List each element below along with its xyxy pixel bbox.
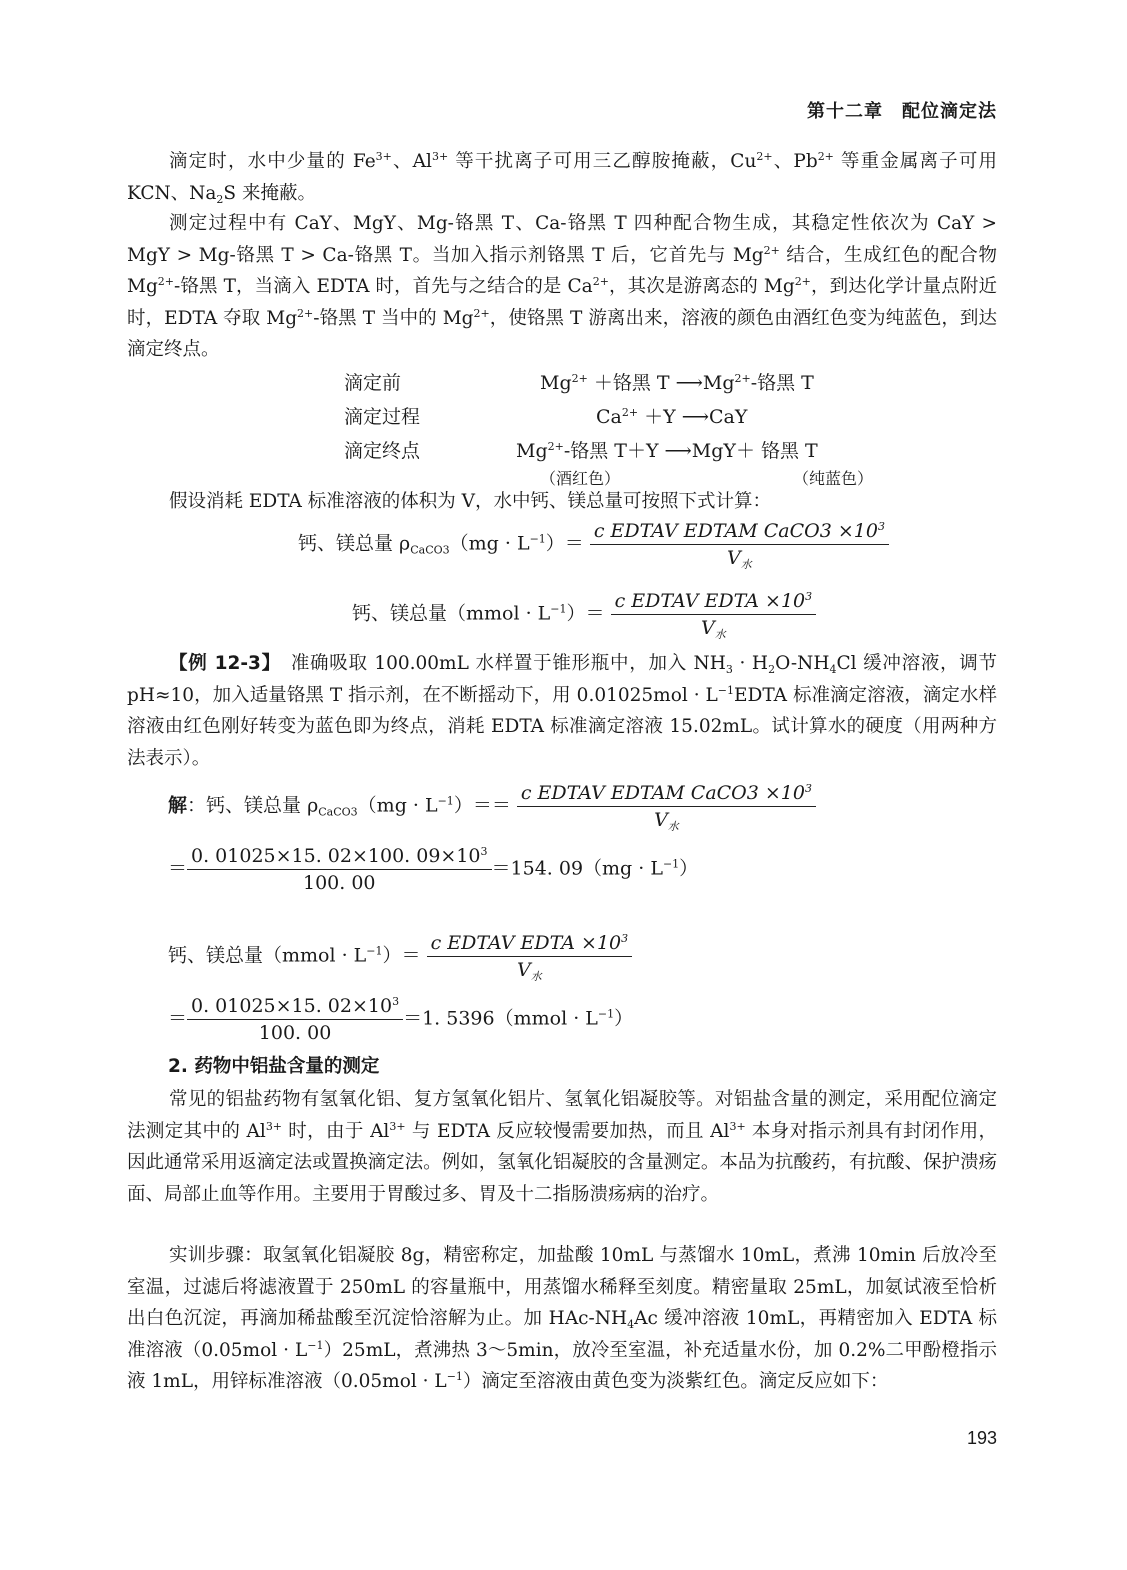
solution-calc-2: ＝ $\frac{0. 01025\times 15. 02\times 10^3}{100. 00}$ ＝1. 5396（mmol · $L^{-1}$）	[168, 995, 634, 1044]
reaction-equation-1: $Mg^{2+}$ ＋铬黑 T $⟶Mg^{2+}-$铬黑 T	[540, 372, 814, 394]
solution-line-1: 解：钙、镁总量 $\rho_{CaCO3}(mg \cdot L^{-1})==$ $\frac{c EDTAV EDTAM CaCO3 \times 10^3}{V_水}$	[168, 782, 816, 831]
calc-2-fraction: $\frac{0. 01025\times 15. 02\times 10^3}{100. 00}$	[187, 995, 403, 1044]
calc-1-fraction: $\frac{0. 01025\times 15. 02\times 100. 09\times 10^3}{100. 00}$	[187, 845, 492, 894]
solution-2-fraction: $\frac{c EDTAV EDTA \times 10^3}{V_水}$	[427, 932, 633, 981]
formula-1-fraction: $\frac{c EDTAV EDTAM CaCO3 \times 10^3}{V_水}$	[590, 520, 889, 569]
reaction-label-1: 滴定前	[344, 372, 402, 394]
assume-text: 假设消耗 EDTA 标准溶液的体积为 V，水中钙、镁总量可按照下式计算：	[169, 491, 772, 512]
page-number: 193	[966, 1428, 997, 1448]
solution-calc-1: ＝ $\frac{0. 01025\times 15. 02\times 100. 09\times 10^3}{100. 00}$ ＝154. $09(mg \cdot L^{-1})$	[168, 845, 699, 894]
formula-2-fraction: $\frac{c EDTAV EDTA \times 10^3}{V_水}$	[611, 590, 817, 639]
solution-1-fraction: $\frac{c EDTAV EDTAM CaCO3 \times 10^3}{V_水}$	[517, 782, 816, 831]
paragraph-4: 实训步骤：取氢氧化铝凝胶 8g，精密称定，加盐酸 10mL 与蒸馏水 10mL，煮沸 10min 后放冷至室温，过滤后将滤液置于 250mL 的容量瓶中，用蒸馏水稀释至刻度。精密量取 25mL，加氨试液至恰析出白色沉淀，再滴加稀盐酸至沉淀恰溶解为止。加 HAc-$NH_4Ac$ 缓冲溶液 10mL，再精密加入 EDTA 标准溶液$(0.05mol \cdot L^{-1})25mL$，煮沸热 3～5min，放冷至室温，补充适量水份，加 0.2%二甲酚橙指示液 1mL，用锌标准溶液$(0.05mol \cdot L^{-1})$滴定至溶液由黄色变为淡紫红色。滴定反应如下：	[127, 1245, 998, 1392]
paragraph-3: 常见的铝盐药物有氢氧化铝、复方氢氧化铝片、氢氧化铝凝胶等。对铝盐含量的测定，采用配位滴定法测定其中的 $Al^{3+}$ 时，由于 $Al^{3+}$ 与 EDTA 反应较慢需要加热，而且 $Al^{3+}$ 本身对指示剂具有封闭作用，因此通常采用返滴定法或置换滴定法。例如，氢氧化铝凝胶的含量测定。本品为抗酸药，有抗酸、保护溃疡面、局部止血等作用。主要用于胃酸过多、胃及十二指肠溃疡病的治疗。	[127, 1089, 997, 1205]
note-pure-blue: （纯蓝色）	[793, 469, 874, 488]
paragraph-2: 测定过程中有 CaY、MgY、Mg-铬黑 T、Ca-铬黑 T 四种配合物生成，其稳定性依次为 CaY > MgY > Mg-铬黑 T > Ca-铬黑 T。当加入指示剂铬黑 T 后，它首先与 $Mg^{2+}$ 结合，生成红色的配合物 $Mg^{2+}-$铬黑 T，当滴入 EDTA 时，首先与之结合的是 $Ca^{2+}$，其次是游离态的 $Mg^{2+}$，到达化学计量点附近时，EDTA 夺取 $Mg^{2+}-$铬黑 T 当中的 $Mg^{2+}$，使铬黑 T 游离出来，溶液的颜色由酒红色变为纯蓝色，到达滴定终点。	[127, 213, 998, 360]
formula-2: 钙、镁总量（mmol · $L^{-1})=$ $\frac{c EDTAV EDTA \times 10^3}{V_水}$	[352, 590, 816, 639]
solution-line-2: 钙、镁总量（mmol · $L^{-1})=$ $\frac{c EDTAV EDTA \times 10^3}{V_水}$	[168, 932, 632, 981]
reaction-label-3: 滴定终点	[344, 440, 421, 462]
example-12-3: 【例 12-3】 准确吸取 100.00mL 水样置于锥形瓶中，加入 $NH_3 \cdot H_2O-NH_4Cl$ 缓冲溶液，调节 pH≈10，加入适量铬黑 T 指示剂，在不断摇动下，用 $0.01025mol \cdot L^{-1}EDTA$ 标准滴定溶液，滴定水样溶液由红色刚好转变为蓝色即为终点，消耗 EDTA 标准滴定溶液 15.02mL。试计算水的硬度（用两种方法表示）。	[127, 653, 997, 769]
reaction-equation-2: $Ca^{2+} +Y$ ⟶CaY	[596, 406, 748, 428]
section-title: 2. 药物中铝盐含量的测定	[168, 1056, 380, 1077]
reaction-equation-3: $Mg^{2+}-$铬黑 T＋Y ⟶MgY＋ 铬黑 T	[516, 440, 818, 462]
reaction-label-2: 滴定过程	[344, 406, 421, 428]
note-wine-red: （酒红色）	[540, 469, 621, 488]
formula-1: 钙、镁总量 $\rho_{CaCO3}(mg \cdot L^{-1})=$ $\frac{c EDTAV EDTAM CaCO3 \times 10^3}{V_水}$	[298, 520, 889, 569]
chapter-header: 第十二章 配位滴定法	[807, 101, 997, 122]
paragraph-1: 滴定时，水中少量的 $Fe^{3+}$、$Al^{3+}$ 等干扰离子可用三乙醇胺掩蔽，$Cu^{2+}$、$Pb^{2+}$ 等重金属离子可用 KCN、$Na_2S$ 来掩蔽。	[127, 150, 997, 206]
